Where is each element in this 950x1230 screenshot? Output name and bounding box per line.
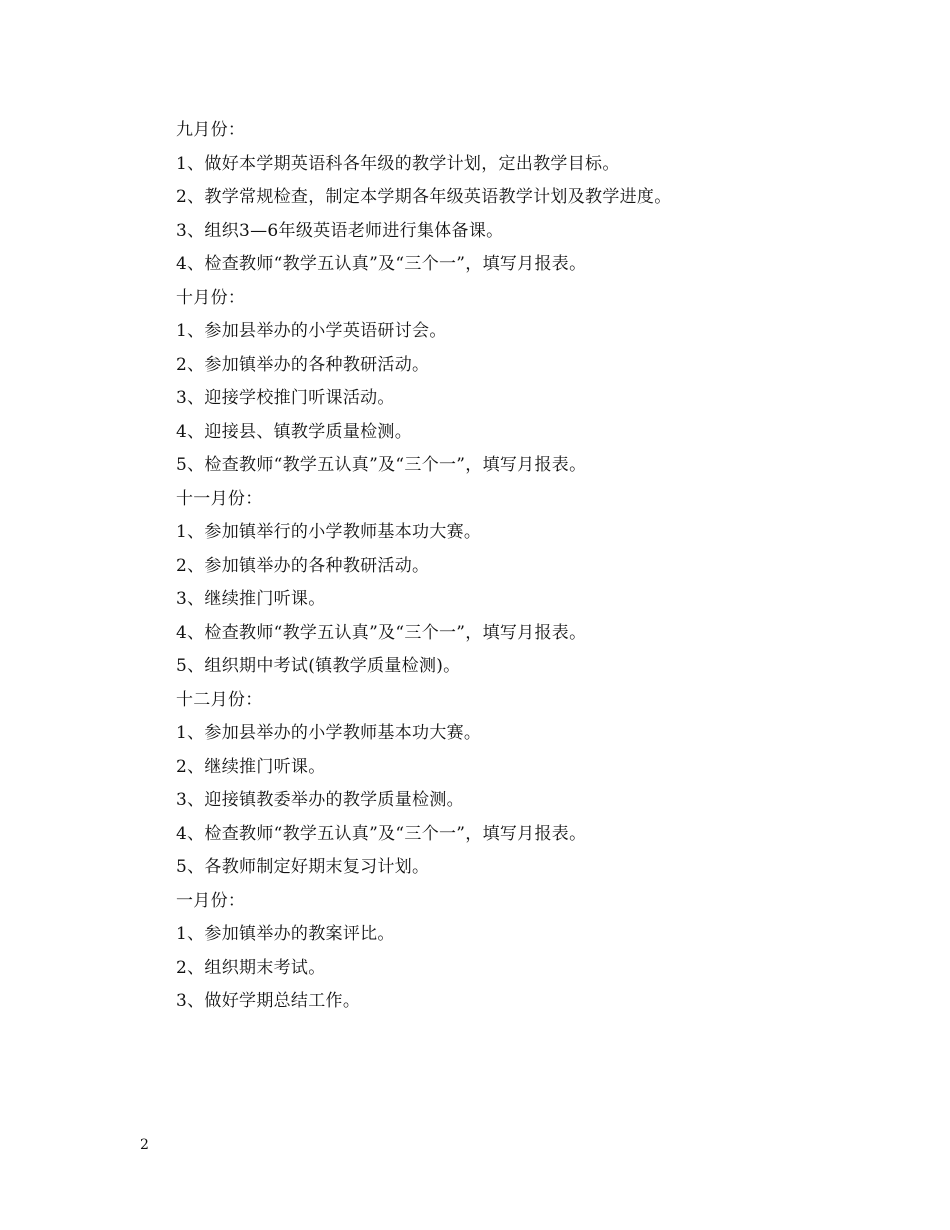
section-heading-january: 一月份： [176, 890, 246, 911]
list-item: 1、参加县举办的小学教师基本功大赛。 [176, 723, 482, 743]
section-heading-september: 九月份： [176, 120, 246, 140]
section-heading-november: 十一月份： [176, 488, 263, 509]
section-heading-december: 十二月份： [176, 689, 263, 710]
list-item: 4、迎接县、镇教学质量检测。 [176, 421, 413, 442]
list-item: 1、做好本学期英语科各年级的教学计划，定出教学目标。 [176, 153, 620, 174]
list-item: 3、继续推门听课。 [176, 589, 326, 609]
list-item: 2、参加镇举办的各种教研活动。 [176, 354, 430, 375]
section-heading-october: 十月份： [176, 287, 246, 308]
list-item: 2、继续推门听课。 [176, 756, 326, 777]
document-body [176, 114, 876, 1019]
list-item: 2、参加镇举办的各种教研活动。 [176, 555, 430, 576]
list-item: 5、检查教师“教学五认真”及“三个一”，填写月报表。 [176, 455, 587, 475]
list-item: 2、教学常规检查，制定本学期各年级英语教学计划及教学进度。 [176, 187, 672, 207]
list-item: 5、组织期中考试(镇教学质量检测)。 [176, 656, 461, 676]
list-item: 3、迎接学校推门听课活动。 [176, 388, 395, 408]
list-item: 5、各教师制定好期末复习计划。 [176, 857, 430, 877]
list-item: 4、检查教师“教学五认真”及“三个一”，填写月报表。 [176, 823, 587, 844]
list-item: 3、迎接镇教委举办的教学质量检测。 [176, 790, 464, 810]
list-item: 2、组织期末考试。 [176, 957, 326, 978]
list-item: 1、参加县举办的小学英语研讨会。 [176, 321, 447, 341]
list-item: 3、做好学期总结工作。 [176, 991, 361, 1011]
list-item: 1、参加镇举行的小学教师基本功大赛。 [176, 522, 482, 542]
list-item: 4、检查教师“教学五认真”及“三个一”，填写月报表。 [176, 622, 587, 643]
list-item: 1、参加镇举办的教案评比。 [176, 924, 395, 944]
list-item: 3、组织3—6年级英语老师进行集体备课。 [176, 220, 504, 241]
page-number: 2 [140, 1137, 149, 1153]
list-item: 4、检查教师“教学五认真”及“三个一”，填写月报表。 [176, 254, 587, 274]
